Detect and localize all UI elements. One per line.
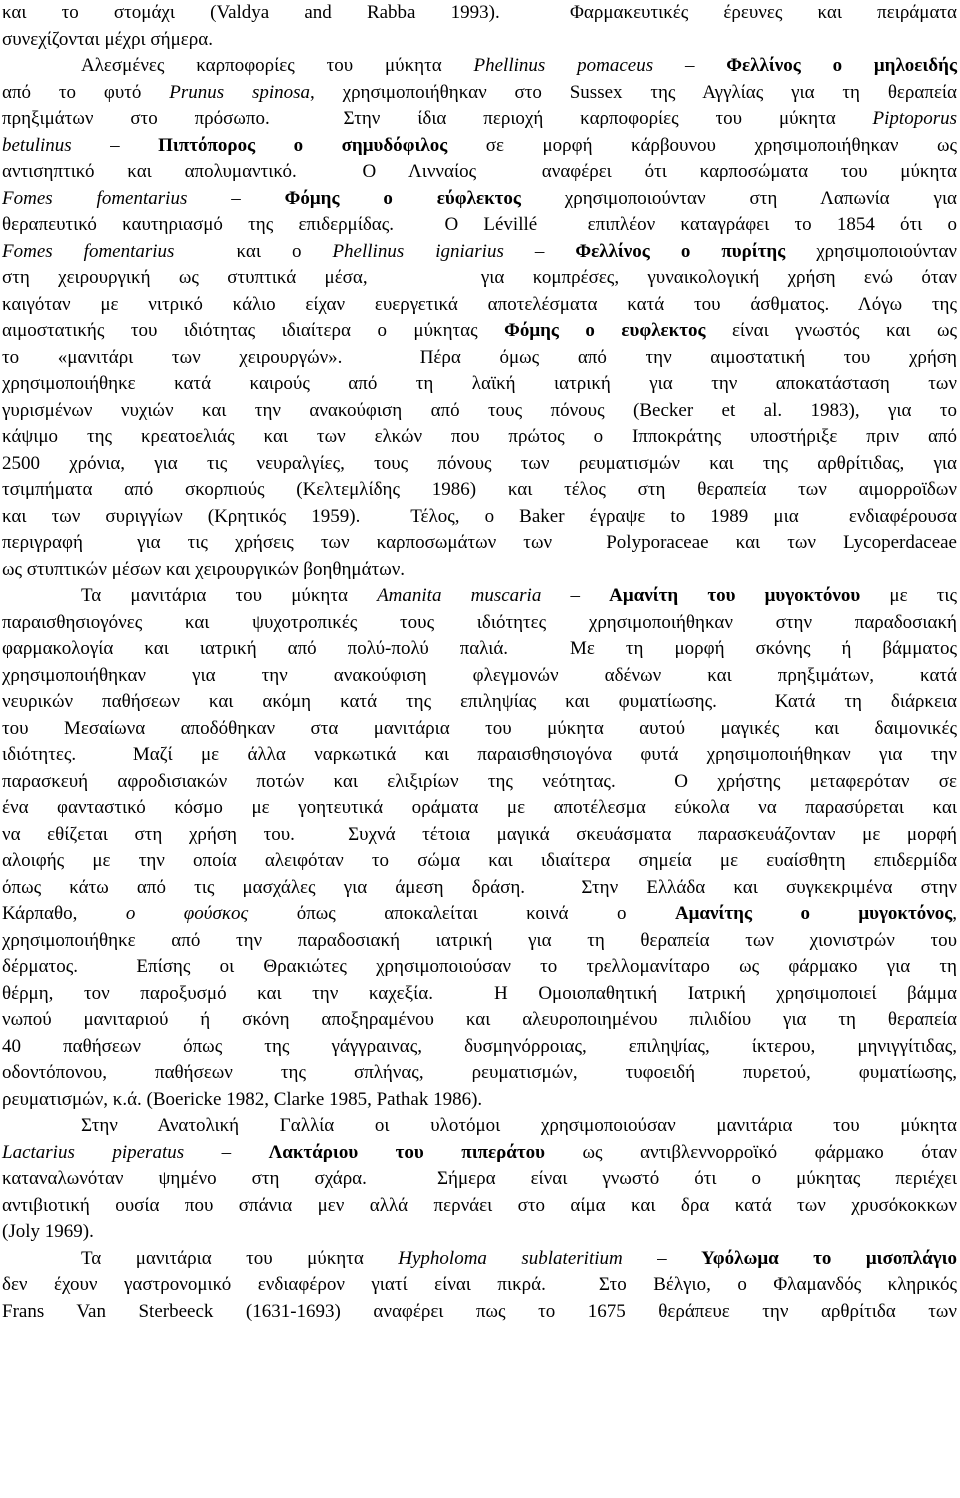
text-line	[2, 451, 957, 478]
text-line	[2, 159, 957, 186]
text-segment: νευρικών παθήσεων και ακόμη κατά της επιληψίας και φυματίωσης. Κατά τη διάρκεια	[2, 691, 957, 712]
text-segment: ,	[952, 903, 957, 924]
text-line	[2, 27, 957, 54]
text-line	[2, 981, 957, 1008]
italic-term: Amanita muscaria	[377, 585, 542, 606]
text-segment: –	[541, 585, 610, 606]
text-segment: ρευματισμών, κ.ά. (Boericke 1982, Clarke 1985, Pathak 1986).	[2, 1088, 483, 1110]
text-segment: ιδιότητες. Μαζί με άλλα ναρκωτικά και παραισθησιογόνα φυτά χρησιμοποιήθηκαν για την	[2, 744, 957, 765]
text-segment: στη χειρουργική ως στυπτικά μέσα, για κομπρέσες, γυναικολογική χρήση ενώ όταν	[2, 267, 957, 288]
text-segment: –	[653, 55, 727, 76]
text-segment: 40 παθήσεων όπως της γάγγραινας, δυσμηνόρροιας, επιληψίας, ίκτερου, μηνιγγίτιδας,	[2, 1035, 957, 1057]
text-line	[2, 769, 957, 796]
text-line	[2, 1272, 957, 1299]
text-segment: σε μορφή κάρβουνου χρησιμοποιήθηκαν ως	[447, 134, 957, 156]
text-line	[2, 1219, 957, 1246]
text-line	[2, 239, 957, 266]
text-line	[2, 1299, 957, 1326]
text-line	[2, 477, 957, 504]
text-segment: να εθίζεται στη χρήση του. Συχνά τέτοια μαγικά σκευάσματα παρασκευάζονταν με μορφή	[2, 823, 957, 845]
text-line	[2, 53, 957, 80]
text-line	[2, 318, 957, 345]
text-line	[2, 822, 957, 849]
text-segment: γυρισμένων νυχιών και την ανακούφιση από τους πόνους (Becker et al. 1983), για το	[2, 399, 957, 421]
text-segment: ένα φανταστικό κόσμο με γοητευτικά οράματα με αποτέλεσμα εύκολα να παρασύρεται και	[2, 797, 957, 818]
text-segment: το «μανιτάρι των χειρουργών». Πέρα όμως από την αιμοστατική του χρήση	[2, 346, 957, 368]
text-segment: δέρματος. Επίσης οι Θρακιώτες χρησιμοποιούσαν το τρελλομανίταρο ως φάρμακο για τη	[2, 956, 957, 977]
text-line	[2, 371, 957, 398]
text-segment: αντισηπτικό και απολυμαντικό. Ο Λινναίος αναφέρει ότι καρποσώματα του μύκητα	[2, 161, 957, 182]
text-segment: παρασκευή αφροδισιακών ποτών και ελιξιρίων της νεότητας. Ο χρήστης μεταφερόταν σε	[2, 770, 957, 792]
text-line	[2, 557, 957, 584]
text-segment: χρησιμοποιούνταν στη Λαπωνία για	[520, 187, 958, 209]
text-line	[2, 1113, 957, 1140]
text-segment: φαρμακολογία και ιατρική από πολύ-πολύ παλιά. Με τη μορφή σκόνης ή βάμματος	[2, 638, 957, 659]
text-segment: –	[187, 187, 285, 209]
text-segment: χρησιμοποιήθηκαν για την ανακούφιση φλεγμονών αδένων και πρηξιμάτων, κατά	[2, 664, 957, 686]
text-segment: θέρμη, τον παροξυσμό και την καχεξία. Η Ομοιοπαθητική Ιατρική χρησιμοποιεί βάμμα	[2, 982, 957, 1004]
text-line	[2, 928, 957, 955]
bold-term: Αμανίτης ο μυγοκτόνος	[674, 903, 953, 924]
text-segment: καταναλωνόταν ψημένο στη σχάρα. Σήμερα είναι γνωστό ότι ο μύκητας περιέχει	[2, 1168, 957, 1189]
text-segment: αλοιφής με την οποία αλειφόταν το σώμα και ιδιαίτερα σημεία με ευαίσθητη επιδερμίδα	[2, 850, 957, 871]
text-line	[2, 1087, 957, 1114]
text-segment: Στην Ανατολική Γαλλία οι υλοτόμοι χρησιμοποιούσαν μανιτάρια του μύκητα	[81, 1115, 957, 1136]
text-segment: Τα μανιτάρια του μύκητα	[81, 1247, 399, 1269]
text-segment: με τις	[860, 585, 958, 606]
text-segment: πρηξιμάτων στο πρόσωπο. Στην ίδια περιοχή καρποφορίες του μύκητα	[2, 108, 873, 129]
text-line	[2, 689, 957, 716]
text-line	[2, 901, 957, 928]
text-segment: και το στομάχι (Valdya and Rabba 1993). Φαρμακευτικές έρευνες και πειράματα	[2, 2, 957, 23]
text-segment: του Μεσαίωνα αποδόθηκαν στα μανιτάρια του μύκητα αυτού μαγικές και δαιμονικές	[2, 717, 957, 739]
text-segment: χρησιμοποιήθηκε κατά καιρούς από τη λαϊκή ιατρική για την αποκατάσταση των	[2, 373, 957, 394]
italic-term: Prunus spinosa	[169, 81, 311, 103]
text-line	[2, 0, 957, 27]
text-line	[2, 636, 957, 663]
text-segment: –	[622, 1247, 702, 1269]
italic-term: Piptoporus	[872, 108, 957, 129]
text-line	[2, 80, 957, 107]
text-line	[2, 1007, 957, 1034]
text-segment: αιμοστατικής του ιδιότητας ιδιαίτερα ο μύκητας	[2, 320, 505, 341]
text-line	[2, 398, 957, 425]
text-segment: είναι γνωστός και ως	[705, 320, 957, 341]
text-line	[2, 795, 957, 822]
text-segment: δεν έχουν γαστρονομικό ενδιαφέρον γιατί είναι πικρά. Στο Βέλγιο, ο Φλαμανδός κληρικός	[2, 1274, 957, 1295]
text-line	[2, 504, 957, 531]
text-line	[2, 345, 957, 372]
text-segment: κάψιμο της κρεατοελιάς και των ελκών που πρώτος ο Ιπποκράτης υποστήριξε πριν από	[2, 426, 957, 447]
text-line	[2, 875, 957, 902]
bold-term: Υφόλωμα το μισοπλάγιο	[701, 1247, 958, 1269]
text-line	[2, 610, 957, 637]
text-segment: Αλεσμένες καρποφορίες του μύκητα	[81, 55, 474, 76]
text-line	[2, 663, 957, 690]
text-line	[2, 1034, 957, 1061]
text-line	[2, 954, 957, 981]
bold-term: Πιπτόπορος ο σημυδόφιλος	[158, 134, 448, 156]
text-line	[2, 583, 957, 610]
document-page	[2, 0, 957, 1325]
text-segment: 2500 χρόνια, για τις νευραλγίες, τους πόνους των ρευματισμών και της αρθρίτιδας, για	[2, 452, 957, 474]
bold-term: Αμανίτη του μυγοκτόνου	[609, 585, 861, 606]
text-segment: αντιβιοτική ουσία που σπάνια μεν αλλά περνάει στο αίμα και δρα κατά των χρυσόκοκκων	[2, 1194, 957, 1216]
text-segment: όπως αποκαλείται κοινά ο	[248, 903, 675, 924]
text-line	[2, 1246, 957, 1273]
bold-term: Φόμης ο εύφλεκτος	[284, 187, 521, 209]
text-segment: –	[71, 134, 159, 156]
text-segment: ως στυπτικών μέσων και χειρουργικών βοηθημάτων.	[2, 558, 406, 580]
italic-term: Fomes fomentarius	[2, 187, 188, 209]
text-line	[2, 1060, 957, 1087]
text-segment: από το φυτό	[2, 81, 170, 103]
text-segment: ως αντιβλεννορροϊκό φάρμακο όταν	[545, 1141, 957, 1163]
text-segment: Τα μανιτάρια του μύκητα	[81, 585, 378, 606]
italic-term: Lactarius piperatus	[2, 1141, 185, 1163]
text-line	[2, 848, 957, 875]
text-line	[2, 716, 957, 743]
text-segment: –	[184, 1141, 269, 1163]
bold-term: Λακτάριου του πιπεράτου	[268, 1141, 546, 1163]
text-line	[2, 1140, 957, 1167]
text-segment: και των συριγγίων (Κρητικός 1959). Τέλος, ο Baker έγραψε to 1989 μια ενδιαφέρουσα	[2, 505, 957, 527]
text-segment: χρησιμοποιήθηκε από την παραδοσιακή ιατρική για τη θεραπεία των χιονιστρών του	[2, 929, 957, 951]
text-segment: (Joly 1969).	[2, 1221, 94, 1242]
text-line	[2, 212, 957, 239]
text-line	[2, 186, 957, 213]
text-line	[2, 530, 957, 557]
text-segment: Κάρπαθο,	[2, 903, 126, 924]
text-segment: όπως κάτω από τις μασχάλες για άμεση δράση. Στην Ελλάδα και συγκεκριμένα στην	[2, 876, 957, 898]
text-segment: περιγραφή για τις χρήσεις των καρποσωμάτων των Polyporaceae και των Lycoperdaceae	[2, 532, 957, 553]
text-segment: Frans Van Sterbeeck (1631-1693) αναφέρει πως το 1675 θεράπευε την αρθρίτιδα των	[2, 1300, 957, 1322]
text-line	[2, 424, 957, 451]
text-line	[2, 292, 957, 319]
text-line	[2, 742, 957, 769]
italic-term: ο φούσκος	[125, 903, 249, 924]
text-segment: χρησιμοποιούνταν	[785, 240, 957, 262]
italic-term: Fomes fomentarius	[2, 240, 175, 262]
text-line	[2, 1193, 957, 1220]
text-segment: –	[503, 240, 576, 262]
text-segment: νωπού μανιταριού ή σκόνη αποξηραμένου και αλευροποιημένου πιλιδίου για τη θεραπεία	[2, 1009, 957, 1030]
text-line	[2, 106, 957, 133]
text-line	[2, 265, 957, 292]
text-segment: θεραπευτικό καυτηριασμό της επιδερμίδας. Ο Lévillé επιπλέον καταγράφει το 1854 ότι ο	[2, 214, 957, 235]
text-segment: παραισθησιογόνες και ψυχοτροπικές τους ιδιότητες χρησιμοποιήθηκαν στην παραδοσιακή	[2, 611, 957, 633]
text-segment: , χρησιμοποιήθηκαν στο Sussex της Αγγλίας για τη θεραπεία	[310, 81, 957, 103]
text-segment: και ο	[174, 240, 333, 262]
text-segment: συνεχίζονται μέχρι σήμερα.	[2, 28, 213, 50]
italic-term: Phellinus igniarius	[332, 240, 504, 262]
text-line	[2, 1166, 957, 1193]
italic-term: Phellinus pomaceus	[473, 55, 654, 76]
text-segment: καιγόταν με νιτρικό κάλιο είχαν ευεργετικά αποτελέσματα κατά του άσθματος. Λόγω της	[2, 293, 957, 315]
text-line	[2, 133, 957, 160]
text-segment: τσιμπήματα από σκορπιούς (Κελτεμλίδης 1986) και τέλος στη θεραπεία των αιμορροϊδων	[2, 479, 957, 500]
bold-term: Φελλίνος ο μηλοειδής	[726, 55, 957, 76]
bold-term: Φόμης ο ευφλεκτος	[504, 320, 706, 341]
text-segment: οδοντόπονου, παθήσεων της σπλήνας, ρευματισμών, τυφοειδή πυρετού, φυματίωσης,	[2, 1062, 957, 1083]
italic-term: betulinus	[2, 134, 72, 156]
italic-term: Hypholoma sublateritium	[398, 1247, 623, 1269]
bold-term: Φελλίνος ο πυρίτης	[575, 240, 786, 262]
